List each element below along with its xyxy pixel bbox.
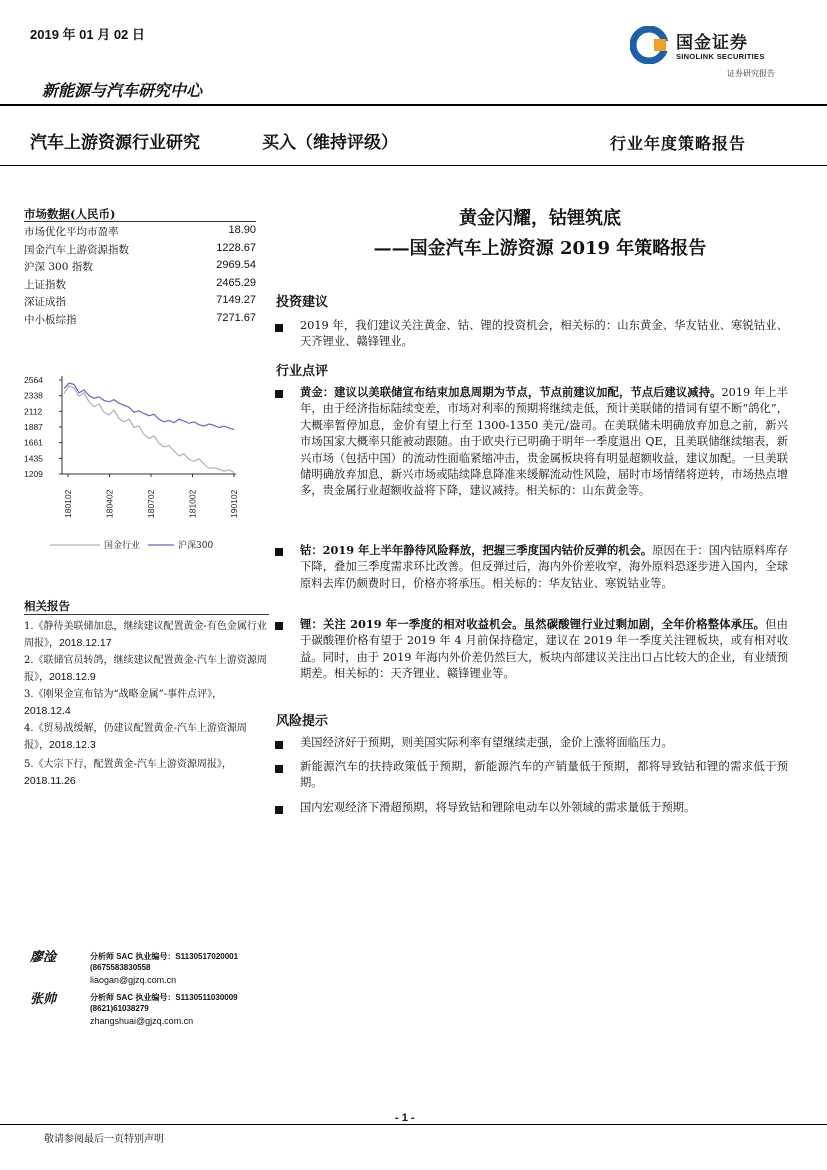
- bullet-icon: [275, 390, 283, 398]
- related-report-date: 2018.12.3: [49, 739, 96, 751]
- main-title: 黄金闪耀，钴锂筑底: [459, 208, 621, 229]
- related-report-item[interactable]: [24, 756, 268, 790]
- bullet-icon: [275, 324, 283, 332]
- market-data-label: 中小板综指: [24, 313, 77, 326]
- index-line-chart: [22, 370, 258, 570]
- related-report-title: 3.《刚果金宣布钴为“战略金属”-事件点评》，: [24, 689, 223, 700]
- lithium-paragraph: [300, 616, 788, 683]
- bullet-icon: [275, 622, 283, 630]
- market-data-label: 深证成指: [24, 296, 66, 308]
- related-report-item[interactable]: [24, 618, 268, 652]
- market-data-value: 7271.67: [216, 311, 256, 324]
- analyst-info: [90, 992, 238, 1027]
- related-report-date: 2018.11.26: [24, 775, 76, 787]
- cobalt-lead: 钴：2019 年上半年静待风险释放，把握三季度国内钴价反弹的机会。: [300, 543, 653, 557]
- header-divider: [0, 104, 827, 106]
- y-tick-label: 1887: [24, 421, 43, 432]
- cobalt-paragraph: [300, 542, 788, 592]
- related-report-title: 5.《大宗下行，配置黄金-汽车上游资源周报》，: [24, 759, 232, 770]
- market-data-row: [24, 259, 256, 274]
- related-reports-title: 相关报告: [24, 599, 70, 613]
- logo-text-cn: 国金证券: [676, 33, 748, 52]
- market-data-value: 7149.27: [216, 294, 256, 306]
- report-date: 2019 年 01 月 02 日: [30, 27, 145, 42]
- risk-item: 新能源汽车的扶持政策低于预期，新能源汽车的产销量低于预期，都将导致钴和锂的需求低于预期。: [300, 760, 788, 790]
- gold-text: 2019 年上半年，由于经济指标陆续变差，市场对利率的预期将继续走低，预计美联储的措词有望不断“鸽化”，大概率暂停加息，金价有望上行至 1300-1350 美元/盎司。在美联储未明确放弃加息之前，新兴市场国家大概率只能被动跟随。由于欧央行已明确于明年一季度退出 QE，且美联储继续缩表，新兴市场（包括中国）的流动性面临紧缩冲击，贵金属板块将有明显超额收益，建议加配。一旦美联储明确放弃加息，新兴市场或陆续降息降准来缓解流动性风险，届时市场情绪将逆转，市场热点增多，贵金属行业超额收益将下降，建议减持。相关标的：山东黄金等。: [300, 386, 788, 498]
- bullet-icon: [275, 741, 283, 749]
- lithium-lead: 锂：关注 2019 年一季度的相对收益机会。虽然碳酸锂行业过剩加剧，全年价格整体承压。: [300, 617, 766, 631]
- section-title-commentary: 行业点评: [276, 364, 329, 379]
- x-tick-label: 190102: [229, 489, 239, 518]
- y-tick-label: 2112: [24, 406, 43, 417]
- analyst-phone: (8675583830558: [90, 963, 151, 972]
- analyst-cert: 分析师 SAC 执业编号：S1130511030009: [90, 993, 238, 1002]
- analyst-email[interactable]: zhangshuai@gjzq.com.cn: [90, 1016, 194, 1026]
- market-data-row: [24, 312, 256, 327]
- market-data-row: [24, 224, 256, 239]
- market-data-label: 沪深 300 指数: [24, 261, 93, 273]
- section-title-investment: 投资建议: [276, 295, 329, 310]
- series-line: [64, 383, 234, 429]
- legend-label: 国金行业: [104, 541, 141, 551]
- related-report-title: 4.《贸易战缓解，仍建议配置黄金-汽车上游资源周报》，: [24, 723, 247, 751]
- related-report-item[interactable]: [24, 686, 268, 720]
- risk-item: 美国经济好于预期，则美国实际利率有望继续走强，金价上涨将面临压力。: [300, 736, 673, 749]
- main-subtitle: ——国金汽车上游资源 2019 年策略报告: [373, 238, 707, 259]
- disclaimer-note: 敬请参阅最后一页特别声明: [44, 1134, 164, 1145]
- y-tick-label: 1435: [24, 453, 43, 464]
- legend-label: 沪深300: [178, 541, 214, 551]
- related-report-date: 2018.12.17: [59, 637, 112, 649]
- rating: 买入（维持评级）: [262, 133, 398, 152]
- report-type: 行业年度策略报告: [610, 134, 747, 153]
- x-tick-label: 180402: [104, 489, 115, 518]
- market-data-divider: [24, 221, 256, 222]
- analyst-email[interactable]: liaogan@gjzq.com.cn: [90, 975, 177, 985]
- bullet-icon: [275, 806, 283, 814]
- related-report-title: 1.《静待美联储加息，继续建议配置黄金-有色金属行业周报》，: [24, 621, 267, 649]
- title-divider: [0, 165, 827, 166]
- gold-paragraph: [300, 384, 788, 500]
- investment-paragraph: 2019 年，我们建议关注黄金、钴、锂的投资机会，相关标的：山东黄金、华友钴业、寒锐钴业、天齐锂业、赣锋锂业。: [300, 319, 788, 349]
- bullet-icon: [275, 765, 283, 773]
- market-data-value: 1228.67: [216, 241, 256, 254]
- related-report-item[interactable]: [24, 720, 268, 754]
- y-tick-label: 1209: [24, 469, 43, 479]
- related-report-date: 2018.12.9: [49, 671, 96, 683]
- market-data-label: 上证指数: [24, 278, 66, 291]
- gold-lead: 黄金：建议以美联储宣布结束加息周期为节点，节点前建议加配，节点后建议减持。: [300, 385, 722, 399]
- market-data-value: 18.90: [228, 224, 256, 236]
- market-data-value: 2969.54: [216, 259, 256, 271]
- page-number: - 1 -: [395, 1112, 415, 1124]
- series-line: [64, 386, 234, 473]
- market-data-row: [24, 242, 256, 257]
- market-data-title: 市场数据(人民币): [24, 207, 116, 221]
- x-tick-label: 180702: [146, 489, 156, 518]
- market-data-row: [24, 277, 256, 292]
- footer-divider: [0, 1124, 827, 1125]
- related-reports-divider: [24, 614, 269, 615]
- analyst-phone: (8621)61038279: [90, 1004, 149, 1013]
- sinolink-logo-icon: [630, 26, 672, 64]
- logo-subtitle: 证券研究报告: [727, 69, 775, 78]
- market-data-label: 国金汽车上游资源指数: [24, 243, 129, 256]
- cobalt-text: 原因在于：国内钴原料库存下降，叠加三季度需求环比改善。但反弹过后，海内外价差收窄，海外原料恐逐步进入国内，全球原料去库仍颇费时日，价格亦将承压。相关标的：华友钴业、寒锐钴业等。: [300, 544, 788, 590]
- lithium-text: 但由于碳酸锂价格有望于 2019 年 4 月前保持稳定，建议在 2019 年一季度关注锂板块，或有相对收益。同时，由于 2019 年海内外价差仍然巨大，板块内部建议关注出口占比较大的企业，有业绩预期差。相关标的：天齐锂业、赣锋锂业等。: [300, 618, 788, 681]
- analyst-info: [90, 951, 238, 986]
- y-tick-label: 1661: [24, 437, 43, 448]
- research-center: 新能源与汽车研究中心: [42, 81, 203, 100]
- analyst-name: 廖淦: [30, 950, 57, 965]
- industry-title: 汽车上游资源行业研究: [30, 133, 200, 152]
- related-report-date: 2018.12.4: [24, 705, 71, 717]
- y-tick-label: 2564: [24, 375, 43, 385]
- analyst-name: 张帅: [30, 992, 57, 1007]
- x-tick-label: 180102: [63, 489, 73, 518]
- logo-text-en: SINOLINK SECURITIES: [676, 52, 765, 61]
- analyst-cert: 分析师 SAC 执业编号：S1130517020001: [90, 952, 239, 961]
- related-report-title: 2.《联储官员转鸽，继续建议配置黄金-汽车上游资源周报》，: [24, 655, 267, 683]
- market-data-label: 市场优化平均市盈率: [24, 226, 119, 238]
- risk-item: 国内宏观经济下滑超预期，将导致钴和锂除电动车以外领域的需求量低于预期。: [300, 801, 696, 814]
- market-data-value: 2465.29: [216, 276, 256, 289]
- section-title-risk: 风险提示: [276, 714, 329, 729]
- bullet-icon: [275, 548, 283, 556]
- x-tick-label: 181002: [187, 489, 198, 518]
- related-report-item[interactable]: [24, 652, 268, 686]
- market-data-row: [24, 294, 256, 309]
- y-tick-label: 2338: [24, 390, 43, 401]
